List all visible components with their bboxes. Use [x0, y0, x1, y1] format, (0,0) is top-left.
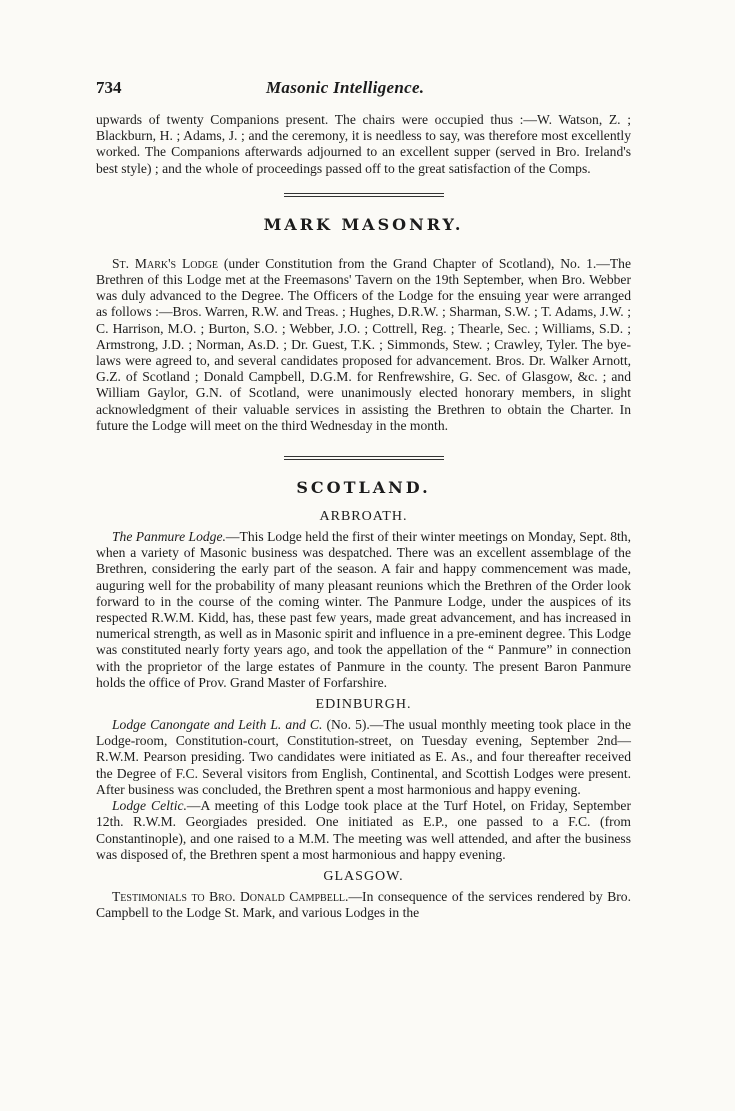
lodge-name: Lodge Canongate and Leith L. and C.: [112, 717, 323, 733]
section-divider: [284, 193, 444, 197]
section-divider: [284, 456, 444, 460]
place-heading-glasgow: GLASGOW.: [323, 868, 404, 884]
running-title: Masonic Intelligence.: [266, 78, 425, 97]
section-heading-mark-masonry: MARK MASONRY.: [263, 214, 464, 234]
paragraph-text: —In consequence of the services rendered by Bro. Campbell to the Lodge St. Mark, and various Lodges in the: [96, 888, 631, 921]
edinburgh-paragraph-2: [96, 798, 631, 863]
page-number: 734: [96, 78, 122, 97]
place-heading-arbroath: ARBROATH.: [319, 509, 408, 525]
intro-paragraph: upwards of twenty Companions present. The chairs were occupied thus :—W. Watson, Z. ; Blackburn, H. ; Adams, J. ; and the ceremony, it is needless to say, was therefore most excellently worked. The Companions afterwards adjourned to an excellent supper (served in Bro. Ireland's best style) ; and the whole of proceedings passed off to the great satisfaction of the Comps.: [96, 112, 631, 176]
lodge-name: The Panmure Lodge.: [112, 529, 226, 545]
section-heading-scotland: SCOTLAND.: [296, 478, 431, 498]
page-header: [96, 78, 631, 112]
lodge-name: Lodge Celtic.: [112, 798, 187, 814]
paragraph-text: (under Constitution from the Grand Chapter of Scotland), No. 1.—The Brethren of this Lodge met at the Freemasons' Tavern on the 19th September, when Bro. Webber was duly advanced to the Degree. The Officers of the Lodge for the ensuing year were arranged as follows :—Bros. Warren, R.W. and Treas. ; Hughes, D.R.W. ; Sharman, S.W. ; T. Adams, J.W. ; C. Harrison, M.O. ; Burton, S.O. ; Webber, J.O. ; Cottrell, Reg. ; Thearle, Sec. ; Williams, S.D. ; Armstrong, J.D. ; Norman, As.D. ; Dr. Guest, T.K. ; Simmonds, Stew. ; Crawley, Tyler. The bye-laws were agreed to, and several candidates proposed for advancement. Bros. Dr. Walker Arnott, G.Z. of Scotland ; Donald Campbell, D.G.M. for Renfrewshire, G. Sec. of Glasgow, &c. ; and William Gaylor, G.N. of Scotland, were unanimously elected honorary members, in slight acknowledgment of their valuable services in assisting the Brethren to obtain the Charter. In future the Lodge will meet on the third Wednesday in the month.: [96, 255, 631, 433]
glasgow-paragraph: [96, 889, 631, 921]
edinburgh-paragraph-1: [96, 717, 631, 798]
paragraph-text: —This Lodge held the first of their winter meetings on Monday, Sept. 8th, when a variety of Masonic business was despatched. There was an excellent assemblage of the Brethren, considering the early part of the season. A fair and happy commencement was made, auguring well for the probability of many pleasant reunions which the Brethren of the Order look forward to in the course of the coming winter. The Panmure Lodge, under the auspices of its respected R.W.M. Kidd, has, these past few years, made great advancement, and has increased in numerical strength, as well as in Masonic spirit and influence in a pre-eminent degree. This Lodge was constituted nearly forty years ago, and took the appellation of the “ Panmure” in connection with the proprietor of the large estates of Panmure in the county. The present Baron Panmure holds the office of Prov. Grand Master of Forfarshire.: [96, 529, 631, 690]
paragraph-text: (No. 5).—The usual monthly meeting took place in the Lodge-room, Constitution-court, Constitution-street, on Tuesday evening, September 2nd—R.W.M. Pearson presiding. Two candidates were initiated as E. As., and four thereafter received the Degree of F.C. Several visitors from English, Continental, and Scottish Lodges were present. After business was concluded, the Brethren spent a most harmonious and happy evening.: [96, 717, 631, 797]
mark-masonry-paragraph: [96, 256, 631, 434]
testimonial-title: Testimonials to Bro. Donald Campbell.: [112, 888, 349, 904]
paragraph-text: —A meeting of this Lodge took place at the Turf Hotel, on Friday, September 12th. R.W.M. Georgiades presided. One initiated as E.P., one passed to a F.C. (from Constantinople), and one raised to a M.M. The meeting was well attended, and after the business was disposed of, the Brethren spent a most harmonious and happy evening.: [96, 798, 631, 862]
arbroath-paragraph: [96, 529, 631, 691]
place-heading-edinburgh: EDINBURGH.: [315, 697, 412, 713]
lodge-name: St. Mark's Lodge: [112, 255, 219, 271]
